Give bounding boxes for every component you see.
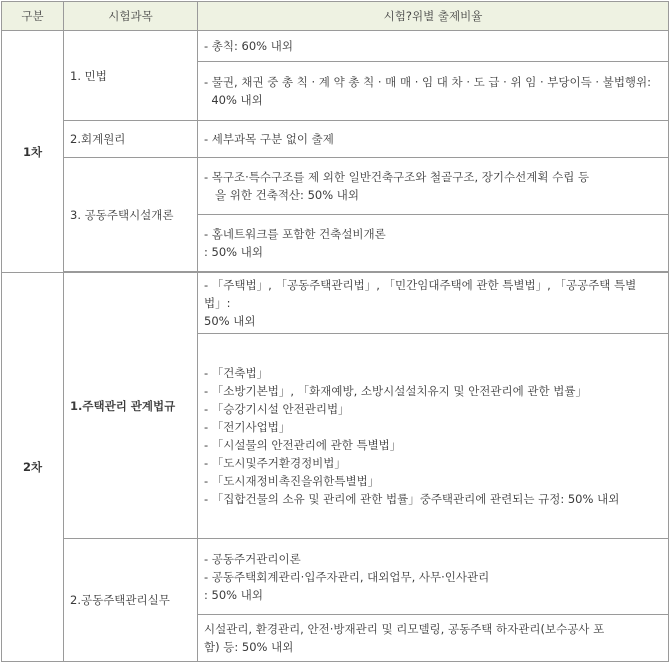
header-division: 구분 [2, 2, 64, 31]
subject-accounting: 2.회계원리 [64, 121, 198, 158]
ratio-cell [198, 334, 669, 539]
ratio-cell [198, 121, 669, 158]
ratio-line: - 홈네트워크를 포함한 건축설비개론 [204, 227, 386, 241]
ratio-line: - 「시설물의 안전관리에 관한 특별법」 [204, 438, 402, 452]
division-second: 2차 [2, 273, 64, 662]
ratio-line: : 50% 내외 [204, 245, 263, 259]
table-row [2, 158, 669, 215]
ratio-cell [198, 31, 669, 62]
ratio-cell [198, 273, 669, 334]
ratio-line: - 「주택법」, 「공동주택관리법」, 「민간임대주택에 관한 특별법」, 「공공주택 특별법」: [204, 278, 637, 310]
subject-housing-practice: 2.공동주택관리실무 [64, 539, 198, 662]
ratio-line: 함) 등: 50% 내외 [204, 640, 294, 654]
ratio-cell [198, 62, 669, 121]
ratio-line: - 목구조·특수구조를 제 외한 일반건축구조와 철골구조, 장기수선계획 수립 등 [204, 170, 590, 184]
exam-subject-table [1, 1, 669, 662]
ratio-line: - 총칙: 60% 내외 [204, 39, 293, 53]
ratio-cell [198, 215, 669, 272]
ratio-line: - 세부과목 구분 없이 출제 [204, 132, 334, 146]
ratio-line: - 「건축법」 [204, 366, 269, 380]
ratio-cell [198, 158, 669, 215]
ratio-line: 을 위한 건축적산: 50% 내외 [204, 188, 360, 202]
division-first: 1차 [2, 31, 64, 273]
ratio-line: - 공동주택회계관리·입주자관리, 대외업무, 사무·인사관리 [204, 569, 490, 584]
table-row [2, 273, 669, 334]
ratio-line: - 물권, 채권 중 총 칙 · 계 약 총 칙 · 매 매 · 임 대 차 · 도 급 · 위 임 · 부당이득 · 불법행위: [204, 75, 652, 89]
header-subject: 시험과목 [64, 2, 198, 31]
ratio-line: - 「전기사업법」 [204, 420, 291, 434]
ratio-line: - 「도시및주거환경정비법」 [204, 456, 346, 470]
ratio-line: 50% 내외 [204, 314, 256, 328]
table-row [2, 31, 669, 62]
table-header-row [2, 2, 669, 31]
subject-housing-law: 1.주택관리 관계법규 [64, 273, 198, 539]
ratio-line: 시설관리, 환경관리, 안전·방재관리 및 리모델링, 공동주택 하자관리(보수공사 포 [204, 622, 605, 636]
ratio-line: 40% 내외 [204, 93, 263, 107]
ratio-line: : 50% 내외 [204, 587, 263, 602]
ratio-line: - 「소방기본법」, 「화재예방, 소방시설설치유지 및 안전관리에 관한 법률」 [204, 384, 587, 398]
ratio-line: - 「승강기시설 안전관리법」 [204, 402, 350, 416]
header-ratio: 시험?위별 출제비율 [198, 2, 669, 31]
ratio-line: - 「집합건물의 소유 및 관리에 관한 법률」중주택관리에 관련되는 규정: 50% 내외 [204, 492, 620, 506]
subject-civil-law: 1. 민법 [64, 31, 198, 121]
ratio-line: - 「도시재정비촉진을위한특별법」 [204, 474, 380, 488]
ratio-line: - 공동주거관리이론 [204, 551, 301, 566]
table-row [2, 121, 669, 158]
ratio-cell [198, 615, 669, 662]
table-row [2, 539, 669, 615]
ratio-cell [198, 539, 669, 615]
subject-facilities: 3. 공동주택시설개론 [64, 158, 198, 272]
